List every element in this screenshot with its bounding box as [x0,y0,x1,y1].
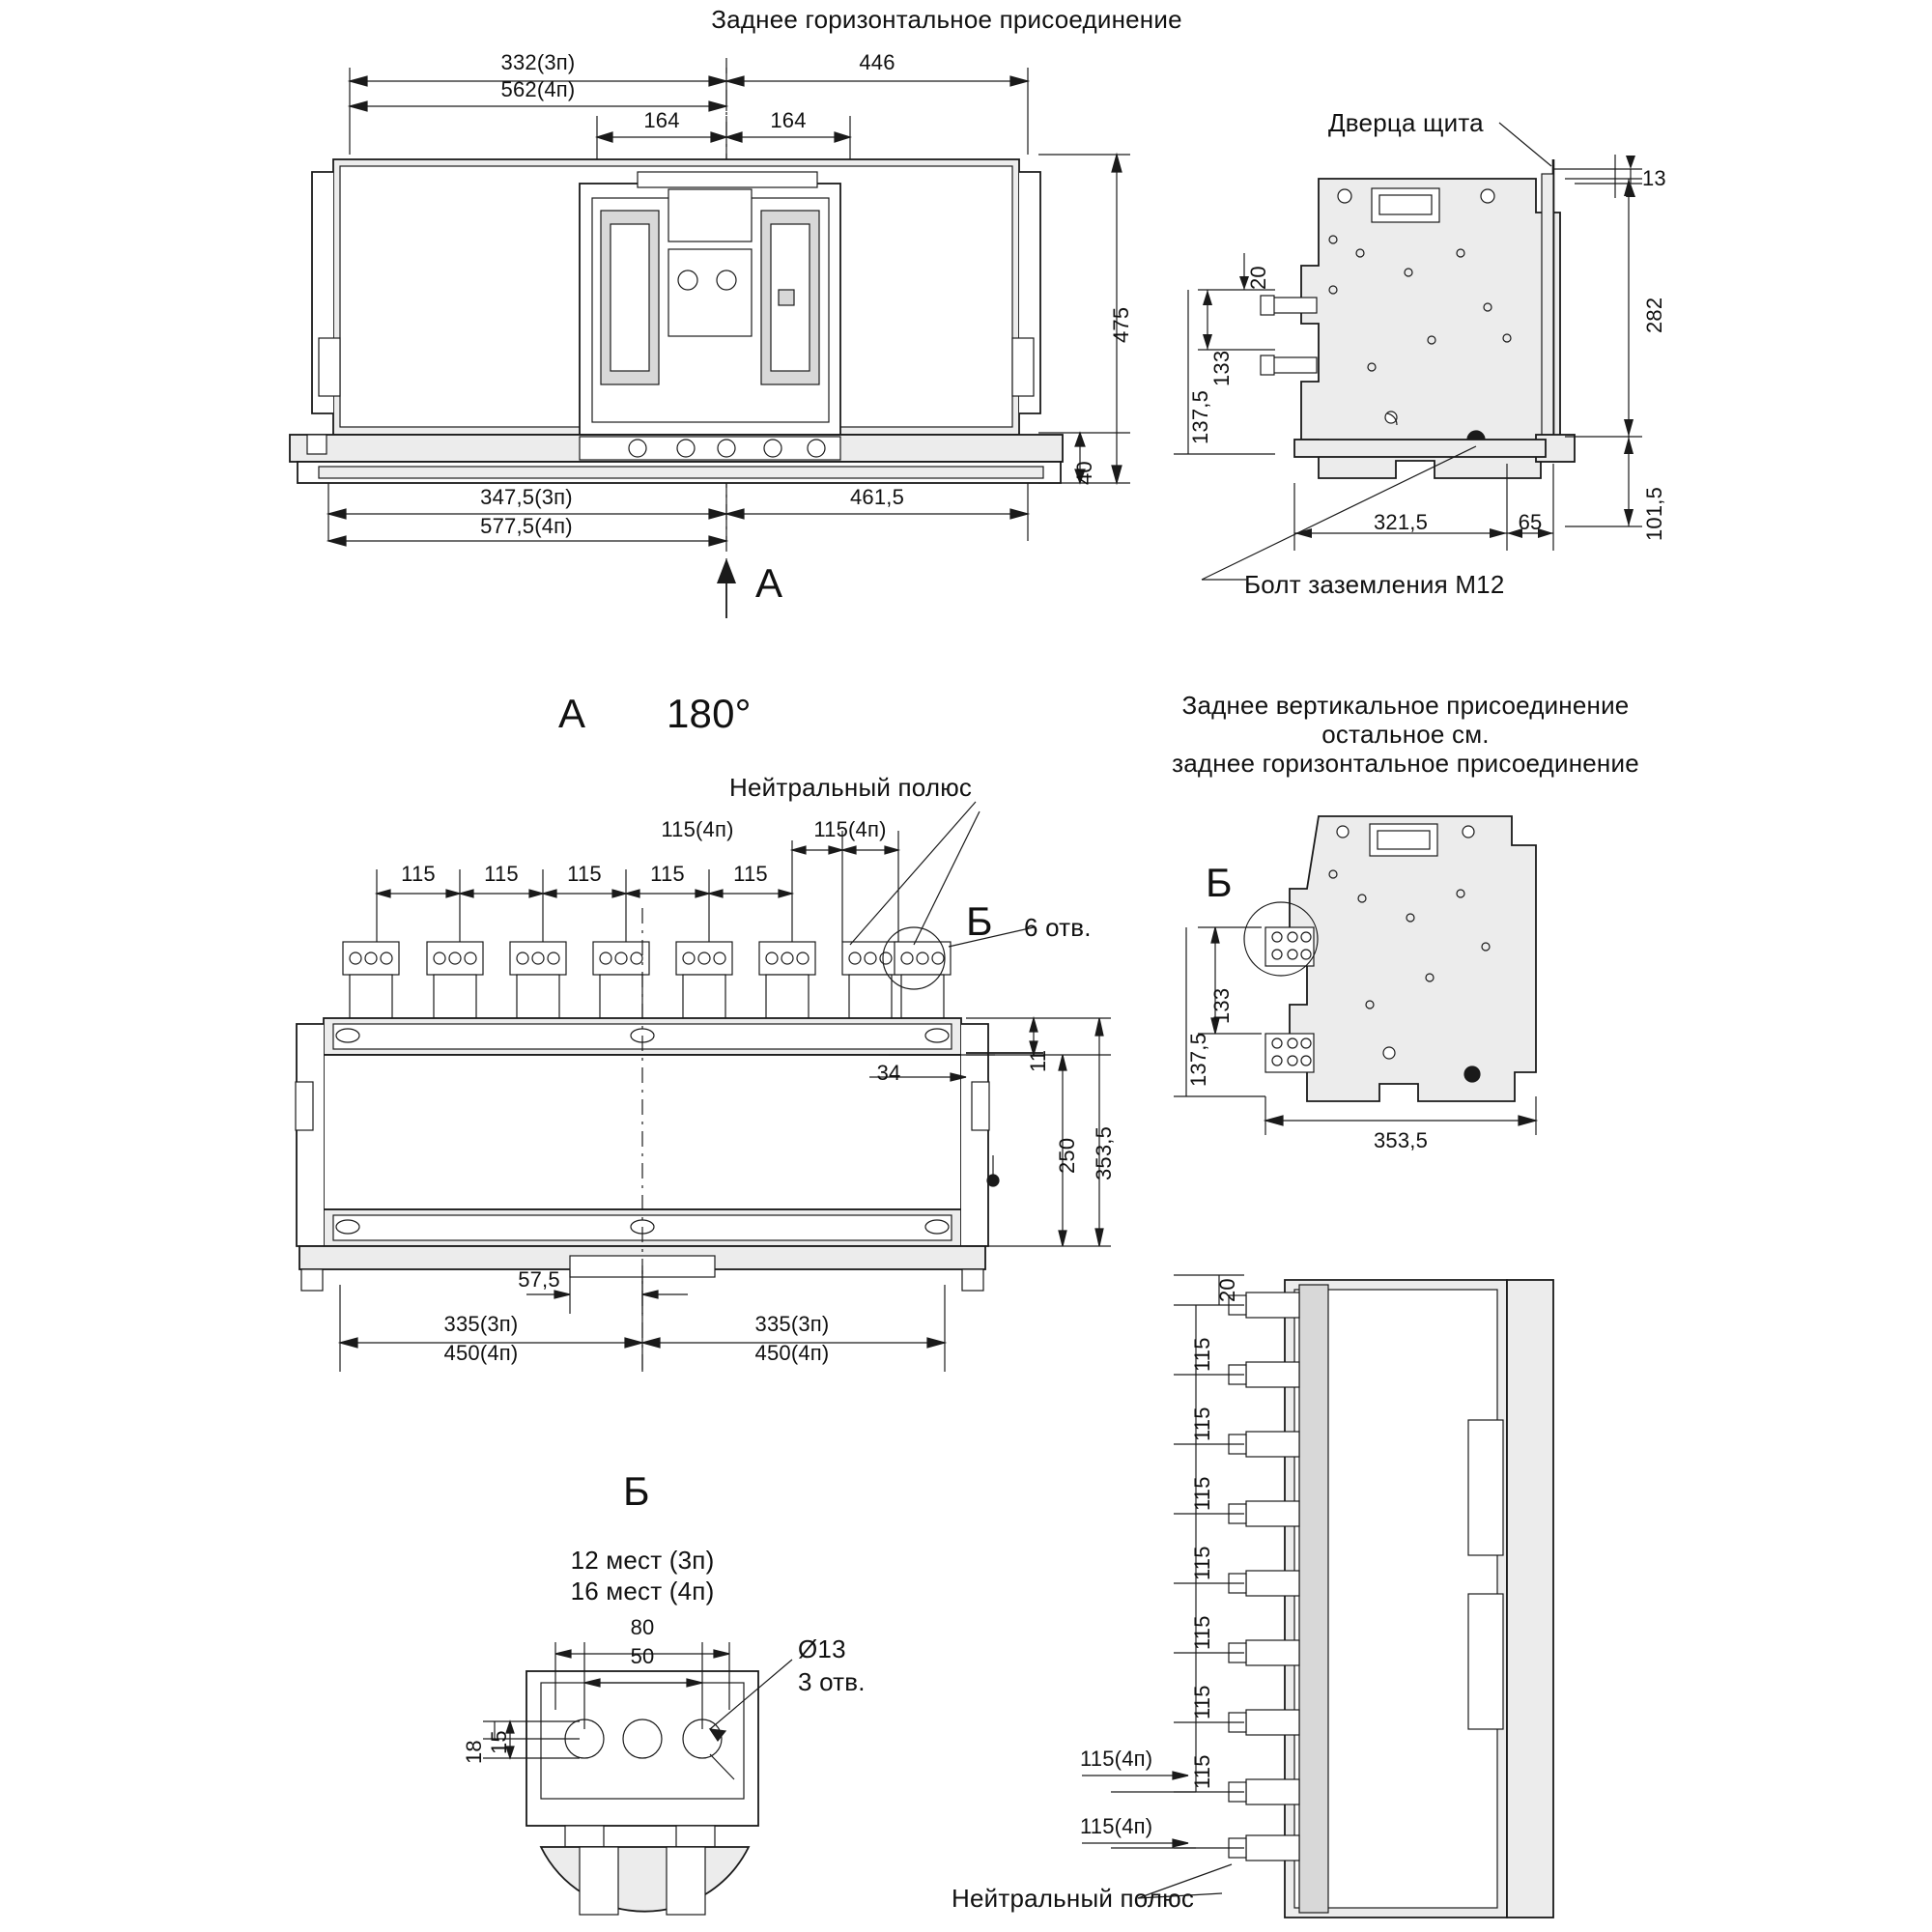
dim-115-4p-v1: 115(4п) [1080,1747,1153,1771]
dim-164-a: 164 [643,108,680,132]
dim-475: 475 [1109,306,1133,343]
dim-40: 40 [1072,461,1096,485]
dim-446: 446 [859,50,895,74]
dim-115-v1: 115 [1190,1337,1214,1372]
view-label-a-arrow: А [755,560,783,606]
dim-115-3: 115 [567,862,602,886]
dim-115-v7: 115 [1190,1754,1214,1789]
dim-562-4p: 562(4п) [500,77,576,101]
dim-115-v6: 115 [1190,1685,1214,1719]
dim-1375-vert: 137,5 [1186,1032,1210,1087]
dim-250: 250 [1055,1137,1079,1174]
view-label-a-rotation: 180° [667,691,752,736]
dim-575: 57,5 [518,1267,560,1292]
dim-335-3p-right: 335(3п) [754,1312,830,1336]
title-top: Заднее горизонтальное присоединение [711,5,1182,34]
callout-dia13: Ø13 [798,1634,846,1663]
vertical-rear-right-view [1082,1275,1584,1918]
dim-450-4p-right: 450(4п) [754,1341,830,1365]
dim-335-3p-left: 335(3п) [443,1312,519,1336]
view-label-b-detail: Б [623,1468,650,1514]
callout-places-3p: 12 мест (3п) [570,1546,715,1575]
dim-115-v3: 115 [1190,1476,1214,1511]
dim-18: 18 [462,1740,486,1764]
dim-164-b: 164 [770,108,807,132]
dim-115-v5: 115 [1190,1615,1214,1650]
dim-3535-rear: 353,5 [1092,1125,1116,1180]
callout-neutral-pole: Нейтральный полюс [729,773,973,802]
view-label-b-rear: Б [966,898,993,944]
dim-34: 34 [876,1061,901,1085]
view-label-a: А [558,691,586,736]
dim-3215: 321,5 [1373,510,1429,534]
dim-115-4: 115 [650,862,685,886]
callout-three-holes: 3 отв. [798,1667,866,1696]
dim-115-v2: 115 [1190,1406,1214,1441]
dim-332-3p: 332(3п) [500,50,576,74]
dim-4615: 461,5 [849,485,905,509]
dim-282: 282 [1642,297,1666,333]
dim-115-5: 115 [733,862,768,886]
dim-450-4p-left: 450(4п) [443,1341,519,1365]
dim-1375: 137,5 [1188,389,1212,444]
dim-133: 133 [1209,350,1234,386]
dim-115-4p-2: 115(4п) [813,817,887,841]
dim-1015: 101,5 [1642,486,1666,541]
callout-six-holes: 6 отв. [1024,913,1092,942]
dim-20-vert: 20 [1215,1278,1239,1302]
dim-115-4p-v2: 115(4п) [1080,1814,1153,1838]
front-view-body [290,159,1063,618]
title-vertical-1: Заднее вертикальное присоединение [1181,691,1630,720]
dim-5775-4p: 577,5(4п) [480,514,573,538]
dim-115-2: 115 [484,862,519,886]
dim-115-1: 115 [401,862,436,886]
callout-ground-bolt: Болт заземления М12 [1244,570,1505,599]
dim-115-4p-1: 115(4п) [661,817,734,841]
detail-b-view [483,1642,792,1922]
dim-133-vert: 133 [1209,987,1234,1024]
dim-20: 20 [1246,266,1270,290]
dim-115-v4: 115 [1190,1546,1214,1580]
dim-50: 50 [630,1644,655,1668]
dim-3535-vert: 353,5 [1373,1128,1429,1152]
callout-door: Дверца щита [1328,108,1484,137]
dim-3475-3p: 347,5(3п) [480,485,573,509]
view-label-b-side: Б [1206,860,1233,905]
dim-11: 11 [1026,1049,1050,1072]
dim-13: 13 [1642,166,1666,190]
callout-places-4p: 16 мест (4п) [570,1577,715,1605]
callout-neutral-pole-2: Нейтральный полюс [952,1884,1195,1913]
dim-65: 65 [1518,510,1543,534]
title-vertical-3: заднее горизонтальное присоединение [1172,749,1639,778]
dim-15: 15 [487,1730,511,1754]
rear-view [296,802,1111,1372]
dim-80: 80 [630,1615,655,1639]
title-vertical-2: остальное см. [1321,720,1490,749]
